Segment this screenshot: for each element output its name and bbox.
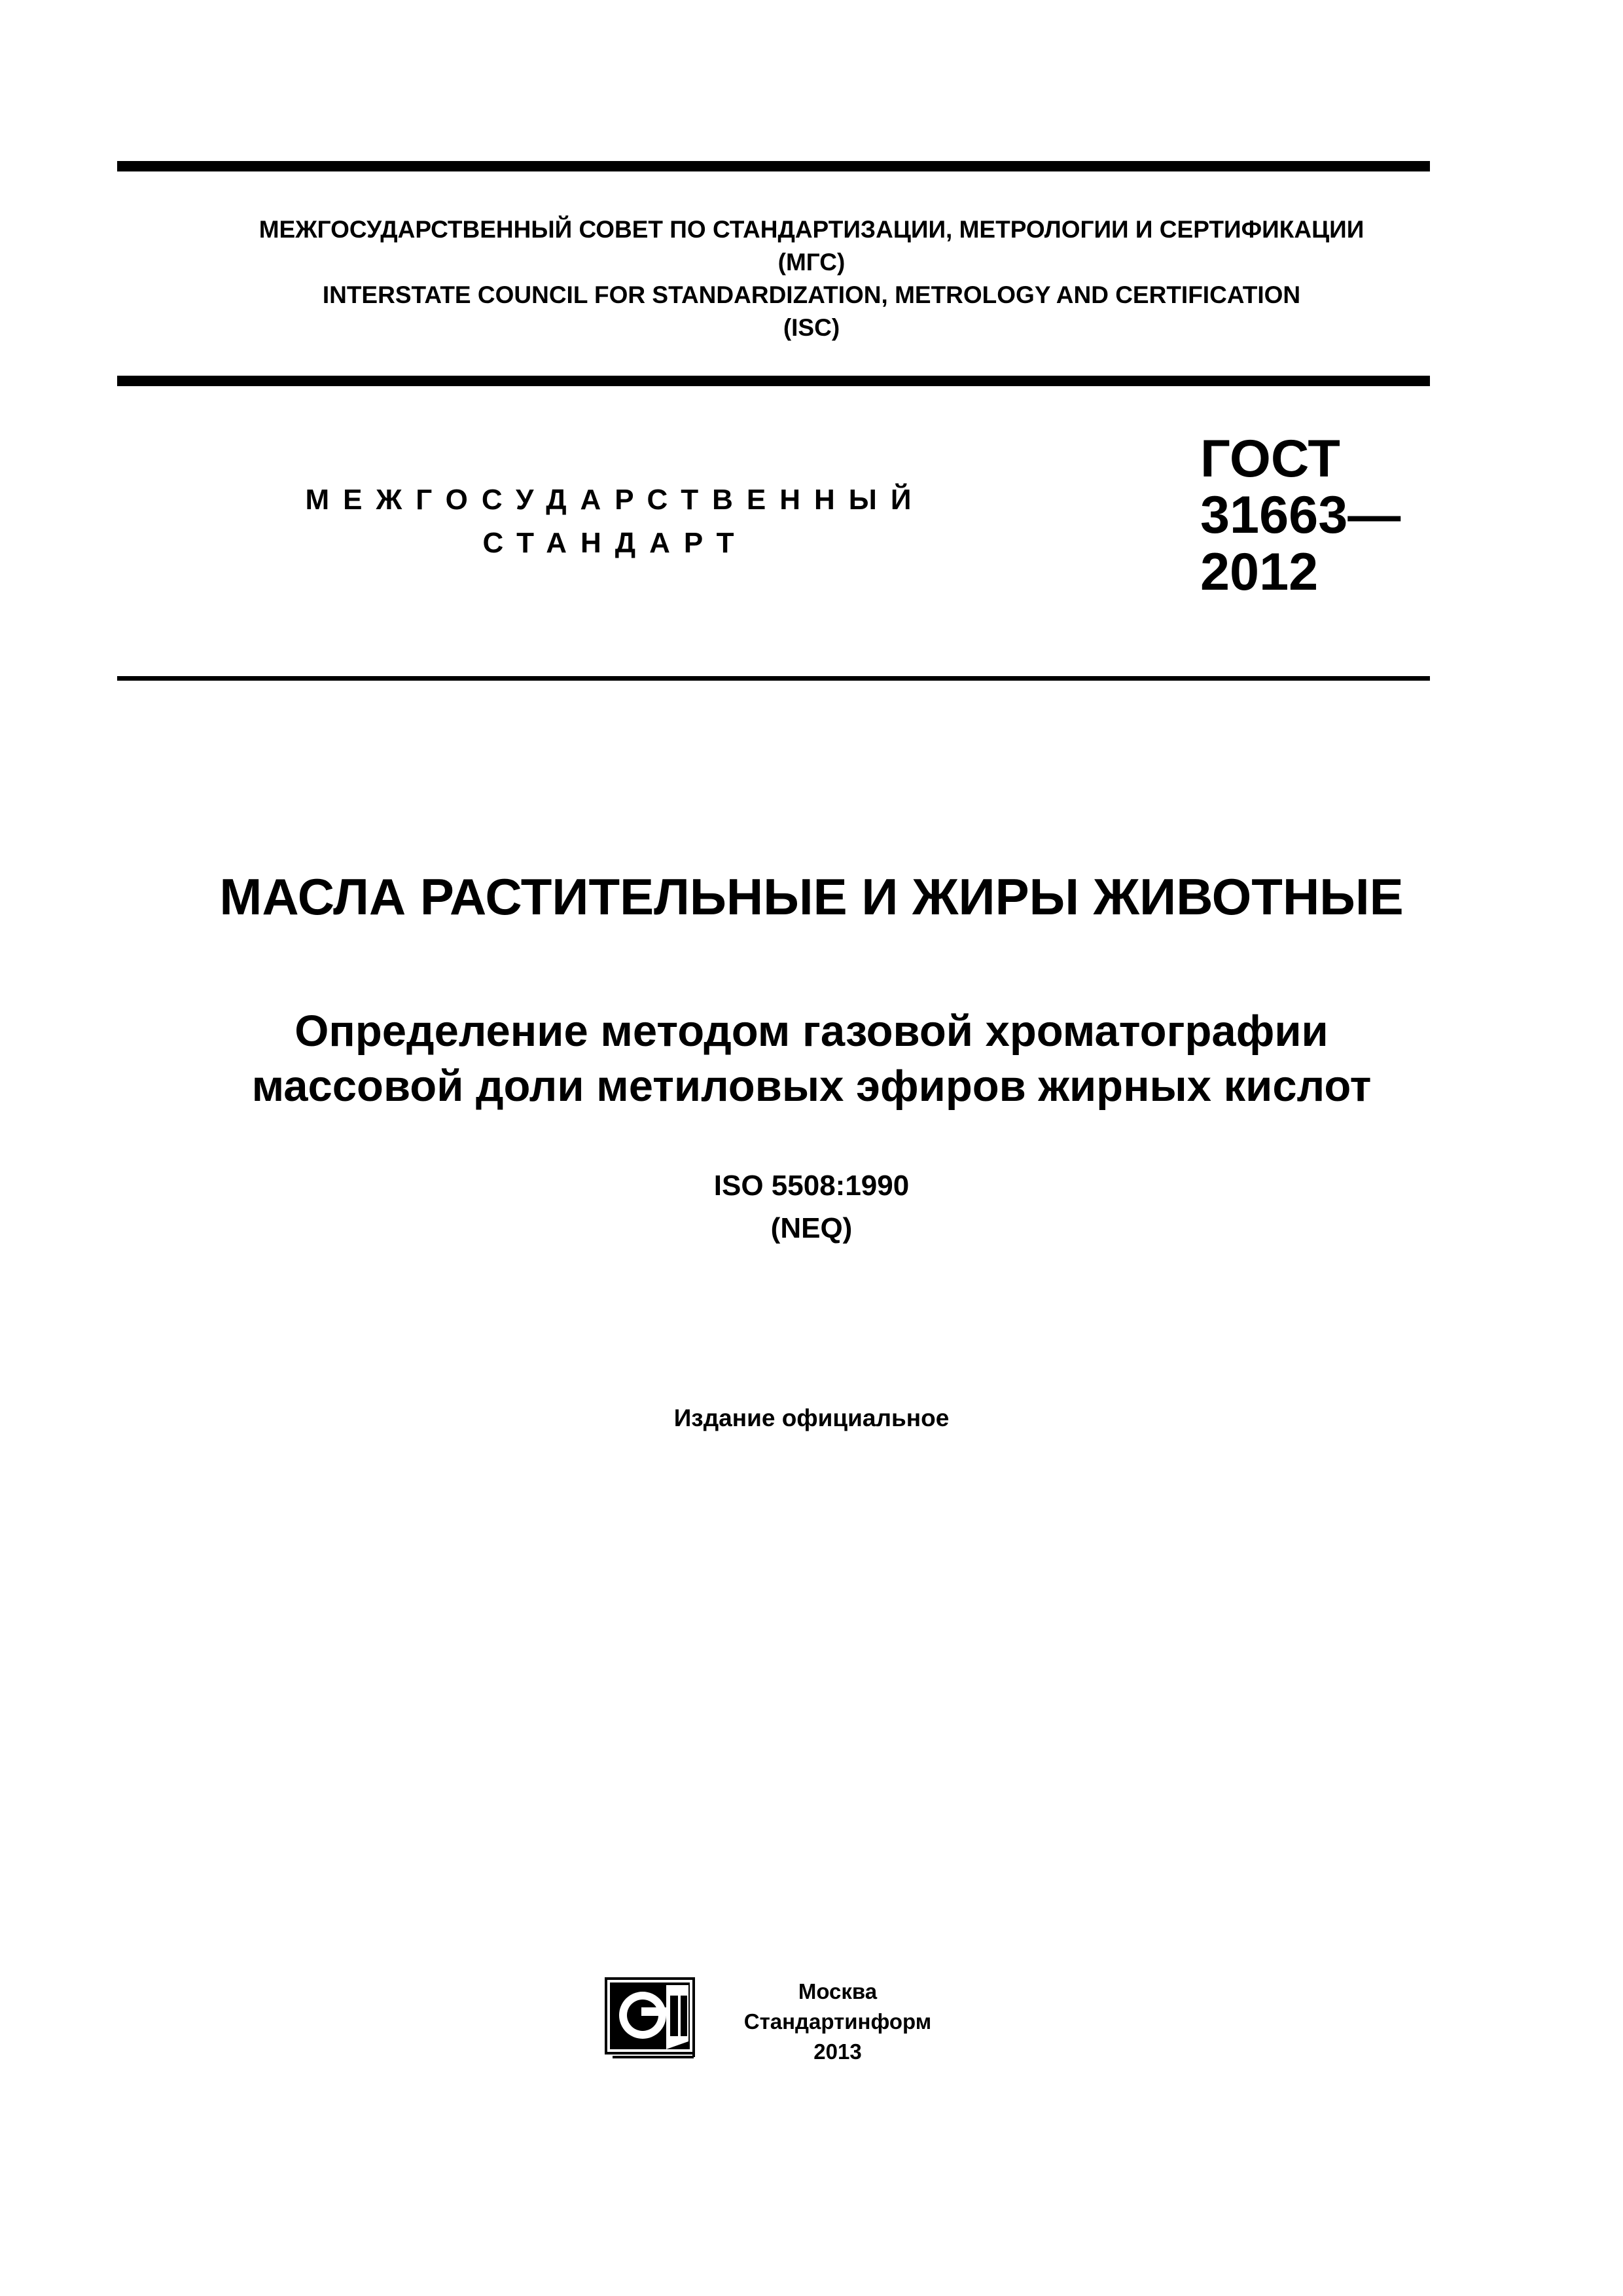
imprint-city: Москва [798, 1979, 878, 2003]
middle-divider [117, 376, 1430, 386]
edition-label: Издание официальное [673, 1405, 950, 1431]
gost-number: 31663— [1200, 486, 1401, 545]
bottom-divider [117, 676, 1430, 681]
standard-type-line1: МЕЖГОСУДАРСТВЕННЫЙ [305, 484, 925, 516]
gost-label: ГОСТ [1200, 429, 1340, 488]
iso-equivalence: (NEQ) [770, 1212, 853, 1244]
imprint-publisher: Стандартинформ [743, 2009, 932, 2034]
standard-type-line2: СТАНДАРТ [482, 527, 748, 559]
document-title: МАСЛА РАСТИТЕЛЬНЫЕ И ЖИРЫ ЖИВОТНЫЕ [219, 868, 1404, 925]
iso-reference: ISO 5508:1990 [713, 1170, 910, 1202]
imprint-year: 2013 [813, 2039, 862, 2064]
document-subtitle-line1: Определение методом газовой хроматографии [294, 1007, 1329, 1056]
gost-year: 2012 [1200, 543, 1319, 601]
council-abbr-en: (ISC) [783, 314, 840, 341]
standartinform-logo-icon [605, 1977, 699, 2058]
document-subtitle-line2: массовой доли метиловых эфиров жирных кислот [251, 1062, 1372, 1111]
council-name-en: INTERSTATE COUNCIL FOR STANDARDIZATION, METROLOGY AND CERTIFICATION [322, 281, 1301, 308]
top-divider [117, 161, 1430, 171]
council-abbr-ru: (МГС) [777, 249, 846, 276]
council-name-ru: МЕЖГОСУДАРСТВЕННЫЙ СОВЕТ ПО СТАНДАРТИЗАЦИИ, МЕТРОЛОГИИ И СЕРТИФИКАЦИИ [259, 216, 1364, 243]
